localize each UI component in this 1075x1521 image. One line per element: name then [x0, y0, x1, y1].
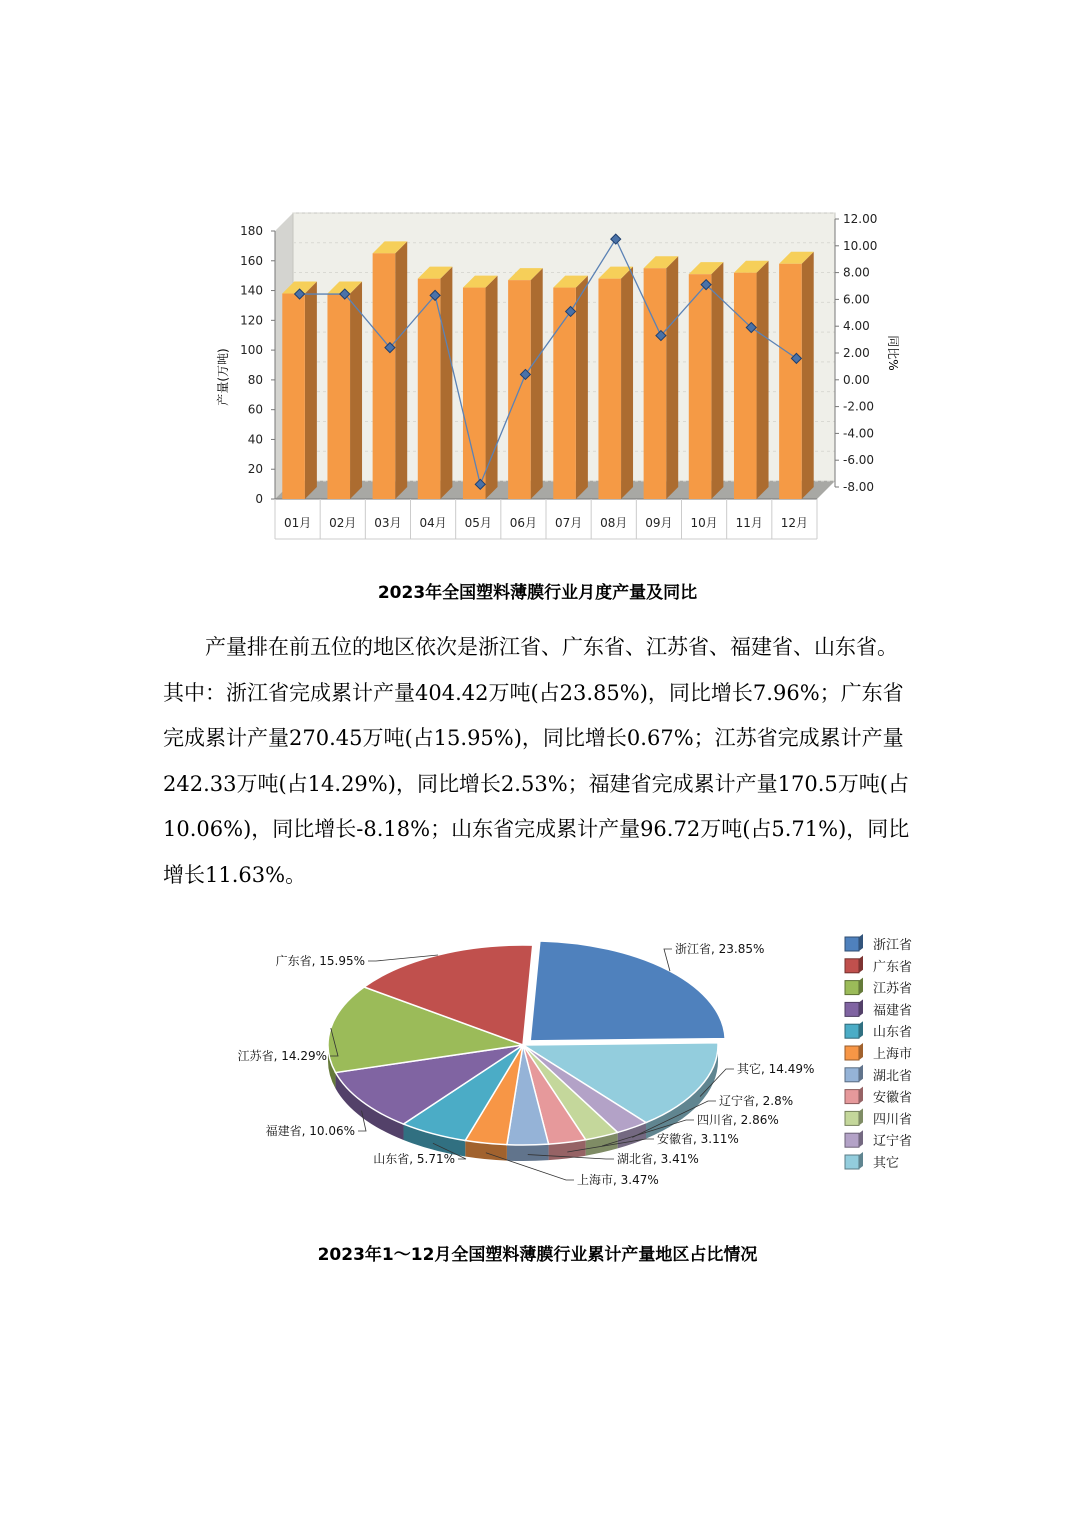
pie-label: 辽宁省, 2.8% [719, 1094, 794, 1108]
legend-swatch [845, 1155, 859, 1169]
x-tick-label: 10月 [690, 516, 718, 530]
legend-swatch-side [859, 1130, 863, 1147]
bar [373, 241, 408, 499]
pie-label: 广东省, 15.95% [275, 954, 365, 968]
x-tick-label: 05月 [464, 516, 492, 530]
monthly-production-chart [205, 205, 905, 545]
tick-label: 2.00 [843, 346, 870, 360]
tick-label: 8.00 [843, 265, 870, 280]
bar [598, 267, 633, 499]
x-axis-ticks [275, 499, 817, 539]
tick-label: -8.00 [843, 480, 875, 494]
bar-side [621, 267, 633, 499]
bar-front [463, 288, 486, 499]
legend-swatch [845, 1068, 859, 1082]
legend-label: 福建省 [873, 1003, 913, 1019]
bar [644, 256, 679, 499]
bar-front [598, 279, 621, 499]
tick-label: 4.00 [843, 319, 870, 334]
tick-label: 40 [247, 432, 263, 447]
tick-label: 0.00 [843, 372, 870, 387]
body-paragraph [163, 625, 923, 898]
legend-swatch [845, 937, 859, 951]
bar-side [440, 267, 452, 499]
bar-front [644, 268, 667, 499]
legend-swatch [845, 959, 859, 973]
paragraph-line: 产量排在前五位的地区依次是浙江省、广东省、江苏省、福建省、山东省。 [205, 635, 898, 659]
bar-side [711, 262, 723, 499]
bar-side [576, 276, 588, 499]
x-tick-label: 02月 [329, 516, 357, 530]
tick-label: -6.00 [843, 453, 875, 468]
x-tick-label: 03月 [374, 516, 402, 530]
paragraph-line: 其中：浙江省完成累计产量404.42万吨(占23.85%)，同比增长7.96%；广东省 [163, 680, 904, 705]
legend-swatch [845, 1046, 859, 1060]
pie-label: 安徽省, 3.11% [657, 1132, 739, 1146]
right-axis-ticks [835, 212, 877, 494]
x-tick-label: 08月 [600, 516, 628, 530]
x-tick-label: 07月 [554, 516, 583, 530]
legend-label: 上海市 [873, 1047, 913, 1062]
tick-label: 160 [240, 253, 263, 268]
legend-swatch-side [859, 999, 863, 1016]
pie-label: 福建省, 10.06% [265, 1124, 355, 1138]
bar-side [666, 256, 678, 499]
bar [779, 252, 814, 499]
bar-front [282, 294, 305, 499]
paragraph-line: 10.06%)，同比增长-8.18%；山东省完成累计产量96.72万吨(占5.71%)，同比 [163, 817, 910, 841]
tick-label: 12.00 [843, 212, 878, 226]
bar-chart-caption: 2023年全国塑料薄膜行业月度产量及同比 [377, 583, 698, 603]
legend-swatch [845, 1002, 859, 1016]
paragraph-line: 增长11.63%。 [163, 862, 307, 887]
tick-label: 140 [240, 283, 263, 298]
legend-label: 浙江省 [873, 938, 913, 953]
tick-label: 60 [247, 402, 263, 417]
right-axis-label: 同比% [886, 335, 900, 371]
pie-label: 其它, 14.49% [737, 1062, 815, 1076]
x-tick-label: 11月 [735, 516, 763, 530]
bar-front [327, 294, 350, 499]
legend-label: 广东省 [873, 959, 913, 975]
legend-swatch [845, 1133, 859, 1147]
legend-label: 湖北省 [873, 1068, 913, 1084]
bar [327, 282, 362, 499]
bar-side [757, 261, 769, 499]
legend-swatch [845, 1111, 859, 1125]
bar-front [689, 274, 712, 499]
legend-swatch [845, 1024, 859, 1038]
pie-legend [845, 934, 912, 1171]
x-tick-label: 06月 [509, 516, 538, 530]
x-tick-label: 09月 [645, 516, 673, 530]
legend-swatch-side [859, 1043, 863, 1060]
pie-label: 上海市, 3.47% [577, 1173, 659, 1187]
legend-label: 其它 [873, 1156, 900, 1171]
tick-label: 80 [247, 372, 263, 387]
tick-label: 0 [255, 492, 263, 506]
tick-label: 10.00 [843, 238, 878, 253]
legend-label: 江苏省 [873, 981, 913, 997]
paragraph-line: 242.33万吨(占14.29%)，同比增长2.53%；福建省完成累计产量170.5万吨(占 [163, 771, 909, 796]
tick-label: -4.00 [843, 426, 875, 441]
pie-label: 湖北省, 3.41% [617, 1152, 699, 1166]
bar [418, 267, 453, 499]
bar-front [373, 253, 396, 499]
bar [463, 276, 498, 499]
bar-side [395, 241, 407, 499]
legend-swatch-side [859, 1152, 863, 1169]
legend-swatch-side [859, 956, 863, 973]
pie-label: 江苏省, 14.29% [237, 1049, 327, 1063]
x-tick-label: 04月 [419, 516, 447, 530]
bar [508, 268, 543, 499]
paragraph-line: 完成累计产量270.45万吨(占15.95%)，同比增长0.67%；江苏省完成累计产量 [163, 726, 904, 750]
legend-label: 山东省 [873, 1025, 913, 1041]
left-axis-ticks [240, 224, 275, 506]
bar-front [779, 264, 802, 499]
tick-label: 180 [240, 224, 263, 238]
legend-label: 辽宁省 [873, 1134, 913, 1150]
bar [282, 282, 317, 499]
pie-chart-caption: 2023年1～12月全国塑料薄膜行业累计产量地区占比情况 [317, 1245, 758, 1265]
x-tick-label: 12月 [780, 516, 809, 530]
pie-label: 浙江省, 23.85% [675, 942, 765, 956]
legend-swatch-side [859, 1108, 863, 1125]
bar-side [305, 282, 317, 499]
tick-label: 100 [240, 343, 263, 358]
left-axis-label: 产量(万吨) [216, 348, 230, 406]
legend-swatch-side [859, 1087, 863, 1104]
x-tick-label: 01月 [283, 516, 312, 530]
slice-depth [507, 1144, 549, 1161]
tick-label: 6.00 [843, 292, 870, 307]
bar [734, 261, 769, 499]
legend-label: 四川省 [873, 1112, 913, 1128]
bar-side [531, 268, 543, 499]
legend-swatch-side [859, 934, 863, 951]
pie-label: 山东省, 5.71% [373, 1152, 455, 1166]
tick-label: 120 [240, 313, 263, 328]
pie-label: 四川省, 2.86% [697, 1113, 779, 1127]
legend-swatch [845, 1090, 859, 1104]
leader-line [664, 949, 672, 971]
region-share-pie-chart [205, 925, 945, 1195]
tick-label: -2.00 [843, 399, 875, 414]
legend-label: 安徽省 [873, 1090, 913, 1106]
legend-swatch-side [859, 1021, 863, 1038]
tick-label: 20 [247, 462, 263, 477]
legend-swatch [845, 981, 859, 995]
legend-swatch-side [859, 1065, 863, 1082]
bar-side [802, 252, 814, 499]
bar-front [734, 273, 757, 499]
legend-swatch-side [859, 978, 863, 995]
bar-side [350, 282, 362, 499]
